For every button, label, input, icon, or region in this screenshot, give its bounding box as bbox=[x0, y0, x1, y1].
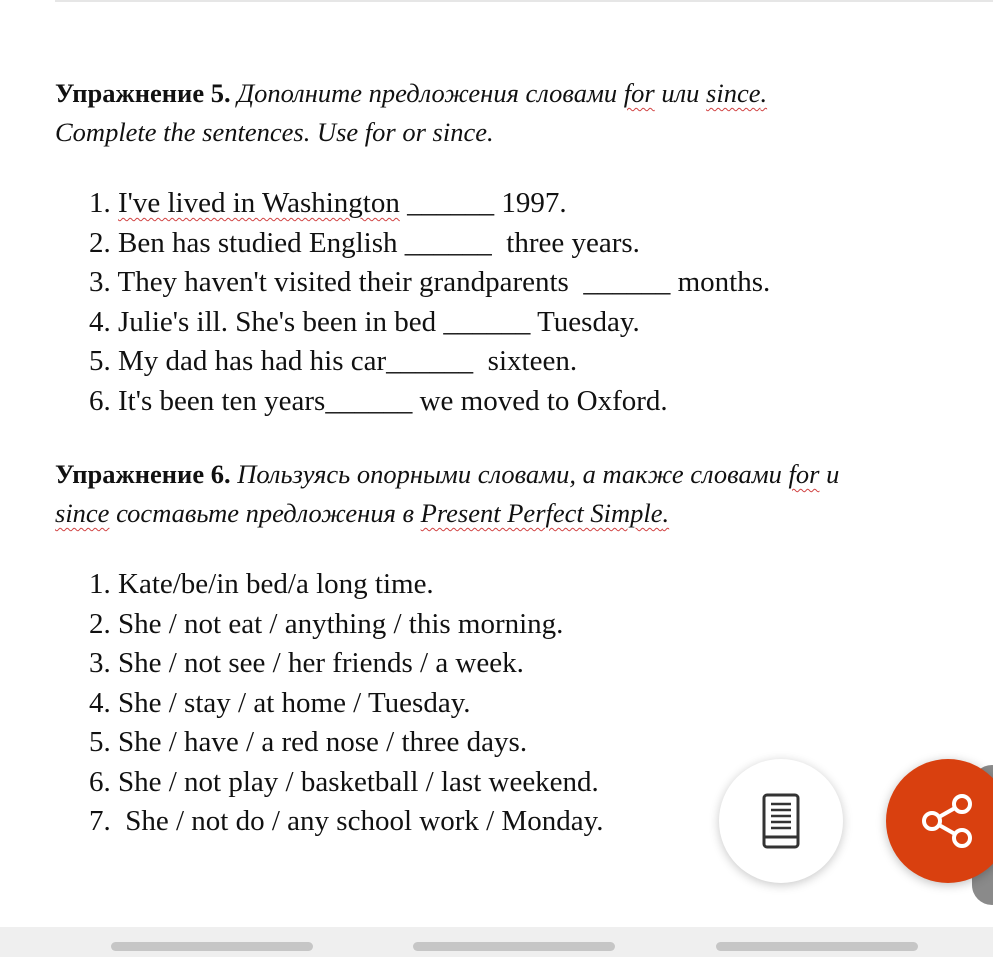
list-item: 6. She / not play / basketball / last weekend. bbox=[89, 765, 599, 798]
reader-mode-button[interactable] bbox=[719, 759, 843, 883]
page-indicator-segment[interactable] bbox=[111, 942, 313, 951]
list-item: 4. She / stay / at home / Tuesday. bbox=[89, 686, 471, 719]
list-item: 4. Julie's ill. She's been in bed ______ Tuesday. bbox=[89, 305, 640, 338]
top-divider bbox=[55, 0, 993, 2]
list-item: 6. It's been ten years______ we moved to Oxford. bbox=[89, 384, 668, 417]
list-item: 2. Ben has studied English ______ three years. bbox=[89, 226, 640, 259]
list-item: 3. She / not see / her friends / a week. bbox=[89, 647, 524, 679]
present-perfect-phrase: Present Perfect Simple. bbox=[420, 498, 670, 528]
exercise5-title: Упражнение 5. bbox=[55, 78, 231, 108]
page-indicator-segment[interactable] bbox=[716, 942, 918, 951]
exercise6-heading bbox=[55, 455, 970, 533]
page-indicator-segment[interactable] bbox=[413, 942, 615, 951]
exercise5-instruction-ru: Дополните предложения словами for или since. bbox=[230, 78, 768, 108]
reader-mode-icon bbox=[761, 792, 801, 850]
exercise5-instruction-en: Complete the sentences. Use for or since. bbox=[55, 117, 494, 147]
word-for: for bbox=[788, 459, 820, 489]
list-item: 5. She / have / a red nose / three days. bbox=[89, 726, 528, 758]
page-scrollbar bbox=[0, 927, 993, 957]
word-since: since. bbox=[706, 78, 768, 108]
word-since: since bbox=[55, 498, 110, 528]
list-item: 2. She / not eat / anything / this morning. bbox=[89, 607, 564, 640]
list-item: 5. My dad has had his car______ sixteen. bbox=[89, 345, 578, 377]
exercise5-heading bbox=[55, 74, 970, 152]
list-item: 7. She / not do / any school work / Monday. bbox=[89, 805, 604, 837]
exercise6-instruction-ru: Пользуясь опорными словами, а также словами for и since составьте предложения в Present Perfect Simple. bbox=[55, 459, 840, 528]
exercise6-title: Упражнение 6. bbox=[55, 459, 231, 489]
document-page bbox=[55, 74, 970, 842]
list-item: 1. Kate/be/in bed/a long time. bbox=[89, 568, 434, 600]
marked-phrase: I've lived in Washington bbox=[118, 187, 400, 219]
list-item: 1. I've lived in Washington ______ 1997. bbox=[89, 187, 567, 219]
share-button[interactable] bbox=[886, 759, 993, 883]
share-icon bbox=[918, 792, 976, 850]
list-item: 3. They haven't visited their grandparents ______ months. bbox=[89, 266, 771, 298]
word-for: for bbox=[623, 78, 655, 108]
exercise5-list bbox=[55, 184, 970, 421]
